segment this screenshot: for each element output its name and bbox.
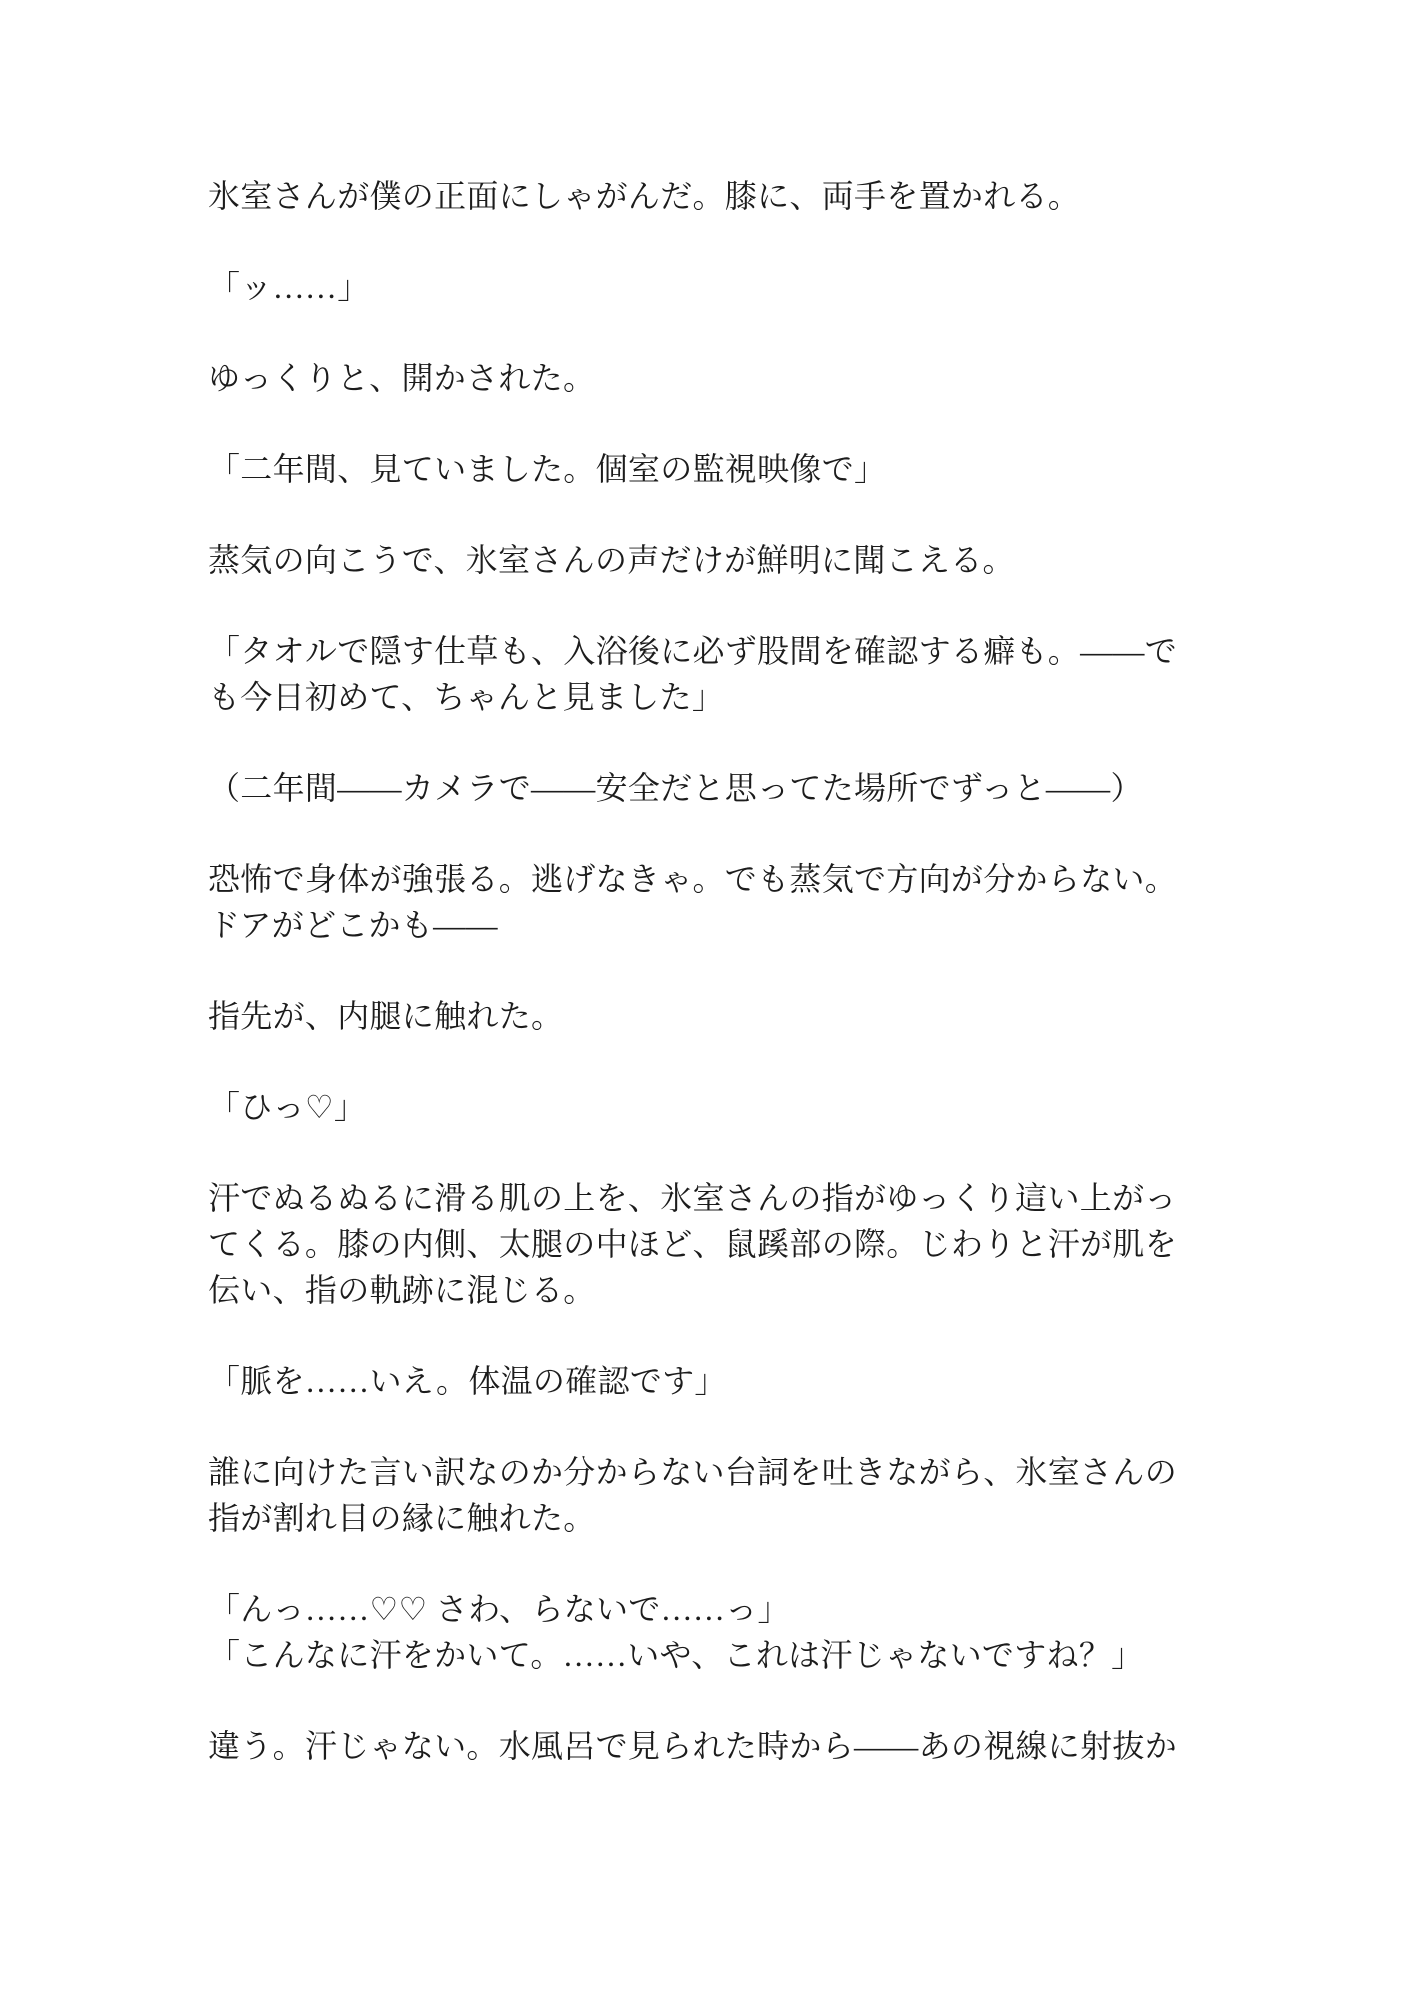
text-line: 指が割れ目の縁に触れた。 — [208, 1500, 596, 1536]
text-line: 「こんなに汗をかいて。……いや、これは汗じゃないですね？」 — [208, 1637, 1144, 1673]
text-line: てくる。膝の内側、太腿の中ほど、鼠蹊部の際。じわりと汗が肌を — [208, 1226, 1178, 1262]
text-line: 蒸気の向こうで、氷室さんの声だけが鮮明に聞こえる。 — [208, 542, 1015, 578]
paragraph — [208, 1175, 1315, 1313]
text-line: （二年間――カメラで――安全だと思ってた場所でずっと――） — [208, 770, 1143, 806]
text-line: 「タオルで隠す仕草も、入浴後に必ず股間を確認する癖も。――で — [208, 633, 1178, 669]
paragraph — [208, 264, 1315, 310]
paragraph — [208, 628, 1315, 720]
paragraph — [208, 173, 1315, 219]
paragraph — [208, 446, 1315, 492]
text-line: 指先が、内腿に触れた。 — [208, 998, 564, 1034]
document-body — [208, 173, 1315, 1769]
text-line: 誰に向けた言い訳なのか分からない台詞を吐きながら、氷室さんの — [208, 1454, 1178, 1490]
text-line: 「二年間、見ていました。個室の監視映像で」 — [208, 451, 887, 487]
text-line: ゆっくりと、開かされた。 — [208, 360, 596, 396]
text-line: 氷室さんが僕の正面にしゃがんだ。膝に、両手を置かれる。 — [208, 178, 1081, 214]
paragraph — [208, 1358, 1315, 1404]
paragraph — [208, 537, 1315, 583]
paragraph — [208, 765, 1315, 811]
paragraph — [208, 1084, 1315, 1130]
text-line: 「ひっ♡」 — [208, 1089, 367, 1125]
text-line: 「脈を……いえ。体温の確認です」 — [208, 1363, 727, 1399]
paragraph — [208, 1449, 1315, 1541]
text-line: 伝い、指の軌跡に混じる。 — [208, 1272, 596, 1308]
text-line: ドアがどこかも―― — [208, 907, 498, 943]
text-line: 「んっ……♡♡ さわ、らないで……っ」 — [208, 1591, 790, 1627]
text-line: も今日初めて、ちゃんと見ました」 — [208, 679, 725, 715]
paragraph — [208, 1586, 1315, 1678]
text-line: 違う。汗じゃない。水風呂で見られた時から――あの視線に射抜か — [208, 1728, 1178, 1764]
paragraph — [208, 1723, 1315, 1769]
paragraph — [208, 993, 1315, 1039]
paragraph — [208, 355, 1315, 401]
paragraph — [208, 856, 1315, 948]
text-line: 恐怖で身体が強張る。逃げなきゃ。でも蒸気で方向が分からない。 — [208, 861, 1178, 897]
text-line: 「ッ……」 — [208, 269, 370, 305]
text-line: 汗でぬるぬるに滑る肌の上を、氷室さんの指がゆっくり這い上がっ — [208, 1180, 1177, 1216]
